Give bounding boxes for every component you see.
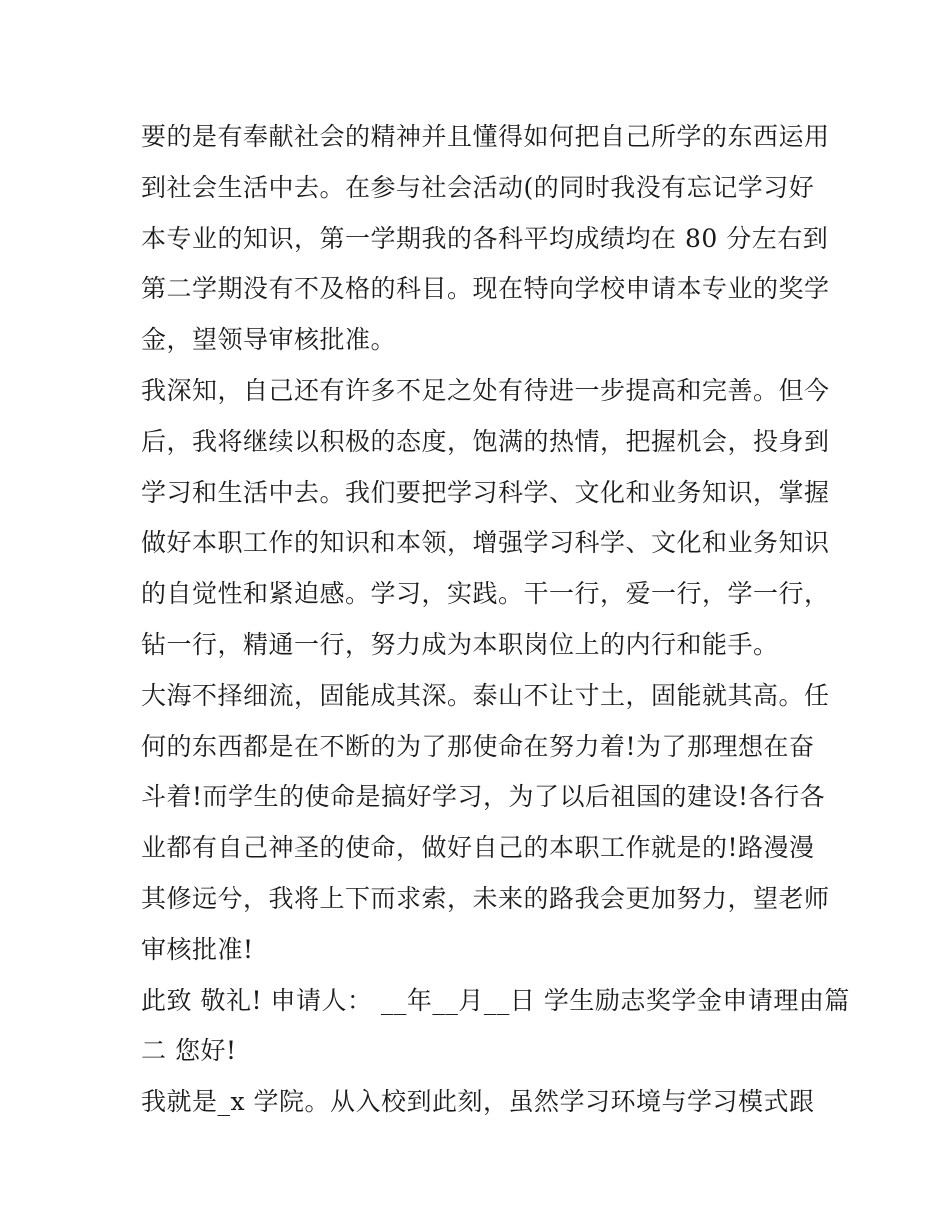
text-line: 审核批准! xyxy=(141,934,254,964)
text-line: 我深知，自己还有许多不足之处有待进一步提高和完善。但今 xyxy=(141,375,830,405)
text-line: 的自觉性和紧迫感。学习，实践。干一行，爱一行，学一行， xyxy=(141,579,830,609)
text-line: 金，望领导审核批准。 xyxy=(141,325,397,355)
text-line: 何的东西都是在不断的为了那使命在努力着!为了那理想在奋 xyxy=(141,731,815,761)
text-line: 我就是_x 学院。从入校到此刻，虽然学习环境与学习模式跟 xyxy=(141,1087,815,1117)
text-line: 到社会生活中去。在参与社会活动(的同时我没有忘记学习好 xyxy=(141,172,815,202)
text-line: 后，我将继续以积极的态度，饱满的热情，把握机会，投身到 xyxy=(141,426,830,456)
text-line: 第二学期没有不及格的科目。现在特向学校申请本专业的奖学 xyxy=(141,274,830,304)
text-line: 二 您好! xyxy=(141,1036,237,1066)
body-text xyxy=(141,112,850,1128)
text-line: 学习和生活中去。我们要把学习科学、文化和业务知识，掌握 xyxy=(141,477,830,507)
text-line: 业都有自己神圣的使命，做好自己的本职工作就是的!路漫漫 xyxy=(141,833,815,863)
text-line: 做好本职工作的知识和本领，增强学习科学、文化和业务知识 xyxy=(141,528,830,558)
text-line: 要的是有奉献社会的精神并且懂得如何把自己所学的东西运用 xyxy=(141,122,830,151)
text-line: 本专业的知识，第一学期我的各科平均成绩均在 80 分左右到 xyxy=(141,223,829,253)
text-line: 此致 敬礼! 申请人： __年__月__日 学生励志奖学金申请理由篇 xyxy=(141,985,850,1015)
text-line: 斗着!而学生的使命是搞好学习，为了以后祖国的建设!各行各 xyxy=(141,782,826,812)
text-line: 钻一行，精通一行，努力成为本职岗位上的内行和能手。 xyxy=(141,629,779,659)
text-line: 大海不择细流，固能成其深。泰山不让寸土，固能就其高。任 xyxy=(141,680,830,710)
text-line: 其修远兮，我将上下而求索，未来的路我会更加努力，望老师 xyxy=(141,883,830,913)
